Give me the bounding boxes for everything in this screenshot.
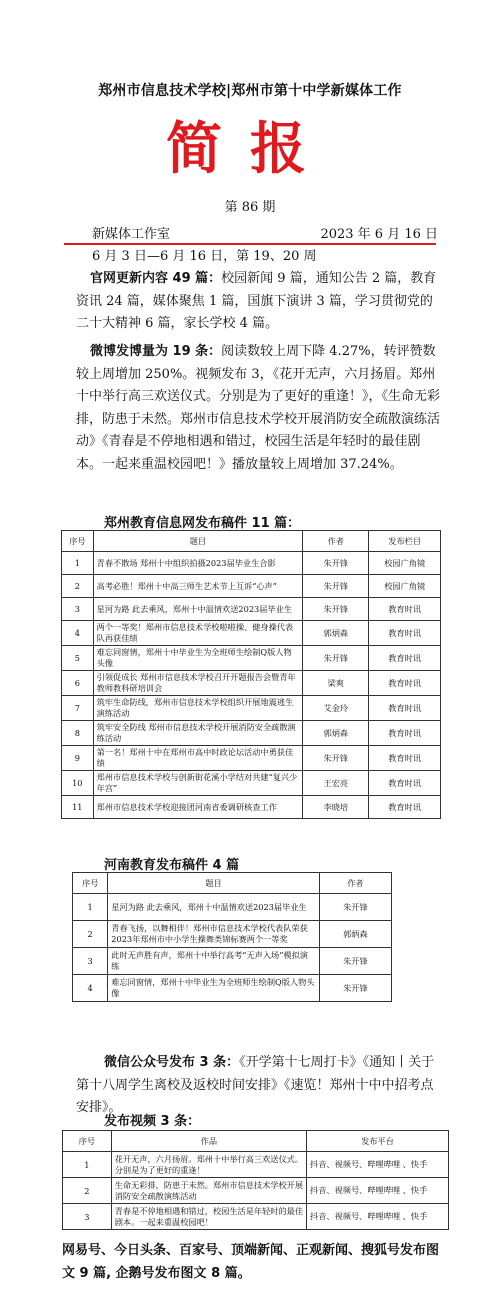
table-cell: 1	[63, 1152, 112, 1178]
table-cell: 教育时讯	[369, 746, 441, 771]
masthead-title: 简报	[166, 117, 334, 182]
table-cell: 4	[62, 621, 94, 646]
zhengzhou-edu-table	[61, 530, 441, 819]
table-cell: 抖音、视频号、哔哩哔哩 、快手	[307, 1204, 449, 1230]
issue-date: 2023 年 6 月 16 日	[320, 227, 438, 242]
table-row	[73, 894, 392, 921]
video-table	[62, 1130, 449, 1230]
table-cell: 10	[62, 771, 94, 796]
table-header-cell: 题目	[108, 873, 320, 894]
table-row	[62, 575, 441, 598]
table-cell: 校园广角镜	[369, 552, 441, 575]
table-cell: 2	[62, 575, 94, 598]
table-cell: 朱开锋	[319, 894, 391, 921]
wechat-text: 《开学第十七周打卡》《通知丨关于第十八周学生离校及返校时间安排》《速览！郑州十中中招考点安排》。	[76, 1055, 435, 1115]
table-cell: 朱开锋	[303, 575, 369, 598]
table-header-cell: 作者	[319, 873, 391, 894]
table-header-cell: 题目	[93, 531, 303, 552]
table-header-cell: 序号	[73, 873, 108, 894]
table-cell: 朱开锋	[319, 975, 391, 1002]
weibo-paragraph	[76, 341, 442, 476]
table-row	[62, 796, 441, 819]
table-cell: 星河为路 此去乘风，郑州十中温情欢送2023届毕业生	[93, 598, 303, 621]
table-row	[62, 621, 441, 646]
table-row	[62, 671, 441, 696]
table-cell: 3	[62, 598, 94, 621]
table-cell: 校园广角镜	[369, 575, 441, 598]
table-cell: 艾金玲	[303, 696, 369, 721]
table-cell: 引领促成长 郑州市信息技术学校召开开题报告会暨青年教师教科研培训会	[93, 671, 303, 696]
table-row	[62, 771, 441, 796]
table-cell: 王宏亮	[303, 771, 369, 796]
table-cell: 3	[73, 948, 108, 975]
table-cell: 3	[63, 1204, 112, 1230]
table-cell: 教育时讯	[369, 646, 441, 671]
office-name: 新媒体工作室	[92, 227, 171, 242]
table-cell: 8	[62, 721, 94, 746]
table-row	[73, 948, 392, 975]
table-cell: 郑州市信息技术学校迎接团河南省委调研核查工作	[93, 796, 303, 819]
table-cell: 朱开锋	[303, 746, 369, 771]
period-text: 6 月 3 日—6 月 16 日，第 19、20 周	[92, 249, 317, 264]
table-header-row	[63, 1131, 449, 1152]
table-row	[62, 598, 441, 621]
table-cell: 筑牢安全防线 郑州市信息技术学校开展消防安全疏散演练活动	[93, 721, 303, 746]
table-row	[73, 921, 392, 948]
table-cell: 此时无声胜有声，郑州十中举行高考“无声入场”模拟演练	[108, 948, 320, 975]
table-header-cell: 发布栏目	[369, 531, 441, 552]
table-row	[63, 1204, 449, 1230]
table-cell: 青春飞扬，以舞相伴！郑州市信息技术学校代表队荣获2023年郑州市中小学生操舞类锦标赛两个一等奖	[108, 921, 320, 948]
henan-edu-table	[72, 872, 392, 1002]
table-cell: 教育时讯	[369, 721, 441, 746]
table-cell: 1	[62, 552, 94, 575]
table-cell: 9	[62, 746, 94, 771]
table-cell: 郭炳森	[303, 621, 369, 646]
table-cell: 抖音、视频号、哔哩哔哩 、快手	[307, 1178, 449, 1204]
table-cell: 难忘同窗情，郑州十中毕业生为全班师生绘制Q版人物头像	[93, 646, 303, 671]
table-row	[62, 646, 441, 671]
section2-title: 河南教育发布稿件 4 篇	[104, 858, 240, 873]
table-cell: 教育时讯	[369, 696, 441, 721]
table-cell: 朱开锋	[303, 552, 369, 575]
table-cell: 两个一等奖！郑州市信息技术学校啦啦操、健身操代表队再获佳绩	[93, 621, 303, 646]
period-line	[92, 246, 458, 269]
table-cell: 花开无声，六月扬眉。郑州十中举行高三欢送仪式。分别是为了更好的重逢！	[111, 1152, 306, 1178]
table-cell: 5	[62, 646, 94, 671]
table-row	[62, 721, 441, 746]
table-cell: 11	[62, 796, 94, 819]
table-cell: 第一名！郑州十中在郑州市高中时政论坛活动中勇获佳绩	[93, 746, 303, 771]
issue-number: 第 86 期	[224, 200, 276, 215]
table-cell: 生命无彩排，防患于未然。郑州市信息技术学校开展消防安全疏散演练活动	[111, 1178, 306, 1204]
table-cell: 筑牢生命防线，郑州市信息技术学校组织开展地震逃生演练活动	[93, 696, 303, 721]
table-cell: 教育时讯	[369, 771, 441, 796]
table-cell: 教育时讯	[369, 796, 441, 819]
table-row	[62, 552, 441, 575]
table-header-cell: 发布平台	[307, 1131, 449, 1152]
table-header-row	[62, 531, 441, 552]
table-header-cell: 序号	[62, 531, 94, 552]
section1-title: 郑州教育信息网发布稿件 11 篇：	[104, 516, 301, 531]
table-cell: 2	[63, 1178, 112, 1204]
table-cell: 郭炳森	[303, 721, 369, 746]
weibo-text: 阅读数较上周下降 4.27%，转评赞数较上周增加 250%。视频发布 3，《花开无声，六月扬眉。郑州十中举行高三欢送仪式。分别是为了更好的重逢！》，《生命无彩排，防患于未然。郑州市信息技术学校开展消防安全疏散演练活动》《青春是不停地相遇和错过，校园生活是年轻时的最佳剧本。一起来重温校园吧！》播放量较上周增加 37.24%。	[76, 344, 441, 472]
table-cell: 教育时讯	[369, 621, 441, 646]
table-cell: 高考必胜！郑州十中高三师生艺术节上互诉“心声”	[93, 575, 303, 598]
table-cell: 青春是不停地相遇和错过，校园生活是年轻时的最佳剧本。一起来重温校园吧！	[111, 1204, 306, 1230]
table-cell: 抖音、视频号、哔哩哔哩 、快手	[307, 1152, 449, 1178]
website-lead: 官网更新内容 49 篇：	[90, 271, 222, 286]
weibo-lead: 微博发博量为 19 条：	[90, 344, 222, 359]
org-line: 郑州市信息技术学校|郑州市第十中学新媒体工作	[98, 83, 402, 99]
red-divider	[64, 243, 436, 245]
table-cell: 朱开锋	[303, 598, 369, 621]
table-cell: 2	[73, 921, 108, 948]
table-cell: 青春不散场 郑州十中组织拍摄2023届毕业生合影	[93, 552, 303, 575]
table-row	[63, 1178, 449, 1204]
table-cell: 4	[73, 975, 108, 1002]
table-cell: 难忘同窗情，郑州十中毕业生为全班师生绘制Q版人物头像	[108, 975, 320, 1002]
table-row	[62, 746, 441, 771]
table-row	[73, 975, 392, 1002]
table-cell: 教育时讯	[369, 671, 441, 696]
table-header-cell: 作者	[303, 531, 369, 552]
table-header-cell: 作品	[111, 1131, 306, 1152]
table-cell: 朱开锋	[303, 646, 369, 671]
table-cell: 梁爽	[303, 671, 369, 696]
table-cell: 6	[62, 671, 94, 696]
footer-paragraph: 网易号、今日头条、百家号、顶端新闻、正观新闻、搜狐号发布图文 9 篇, 企鹅号发布图文 8 篇。	[62, 1243, 440, 1281]
table-cell: 朱开锋	[319, 948, 391, 975]
wechat-lead: 微信公众号发布 3 条：	[104, 1055, 240, 1070]
table-cell: 郭炳森	[319, 921, 391, 948]
table-cell: 1	[73, 894, 108, 921]
table-cell: 郑州市信息技术学校与创新街花溪小学结对共建“复兴少年宫”	[93, 771, 303, 796]
section3-title: 发布视频 3 条：	[104, 1114, 201, 1129]
website-text: 校园新闻 9 篇，通知公告 2 篇，教育资讯 24 篇，媒体聚焦 1 篇，国旗下演讲 3 篇，学习贯彻党的二十大精神 6 篇，家长学校 4 篇。	[76, 271, 437, 331]
table-cell: 教育时讯	[369, 598, 441, 621]
table-cell: 星河为路 此去乘风，郑州十中温情欢送2023届毕业生	[108, 894, 320, 921]
table-cell: 7	[62, 696, 94, 721]
website-paragraph	[76, 268, 442, 336]
table-row	[62, 696, 441, 721]
table-header-row	[73, 873, 392, 894]
table-cell: 李晓培	[303, 796, 369, 819]
table-header-cell: 序号	[63, 1131, 112, 1152]
table-row	[63, 1152, 449, 1178]
